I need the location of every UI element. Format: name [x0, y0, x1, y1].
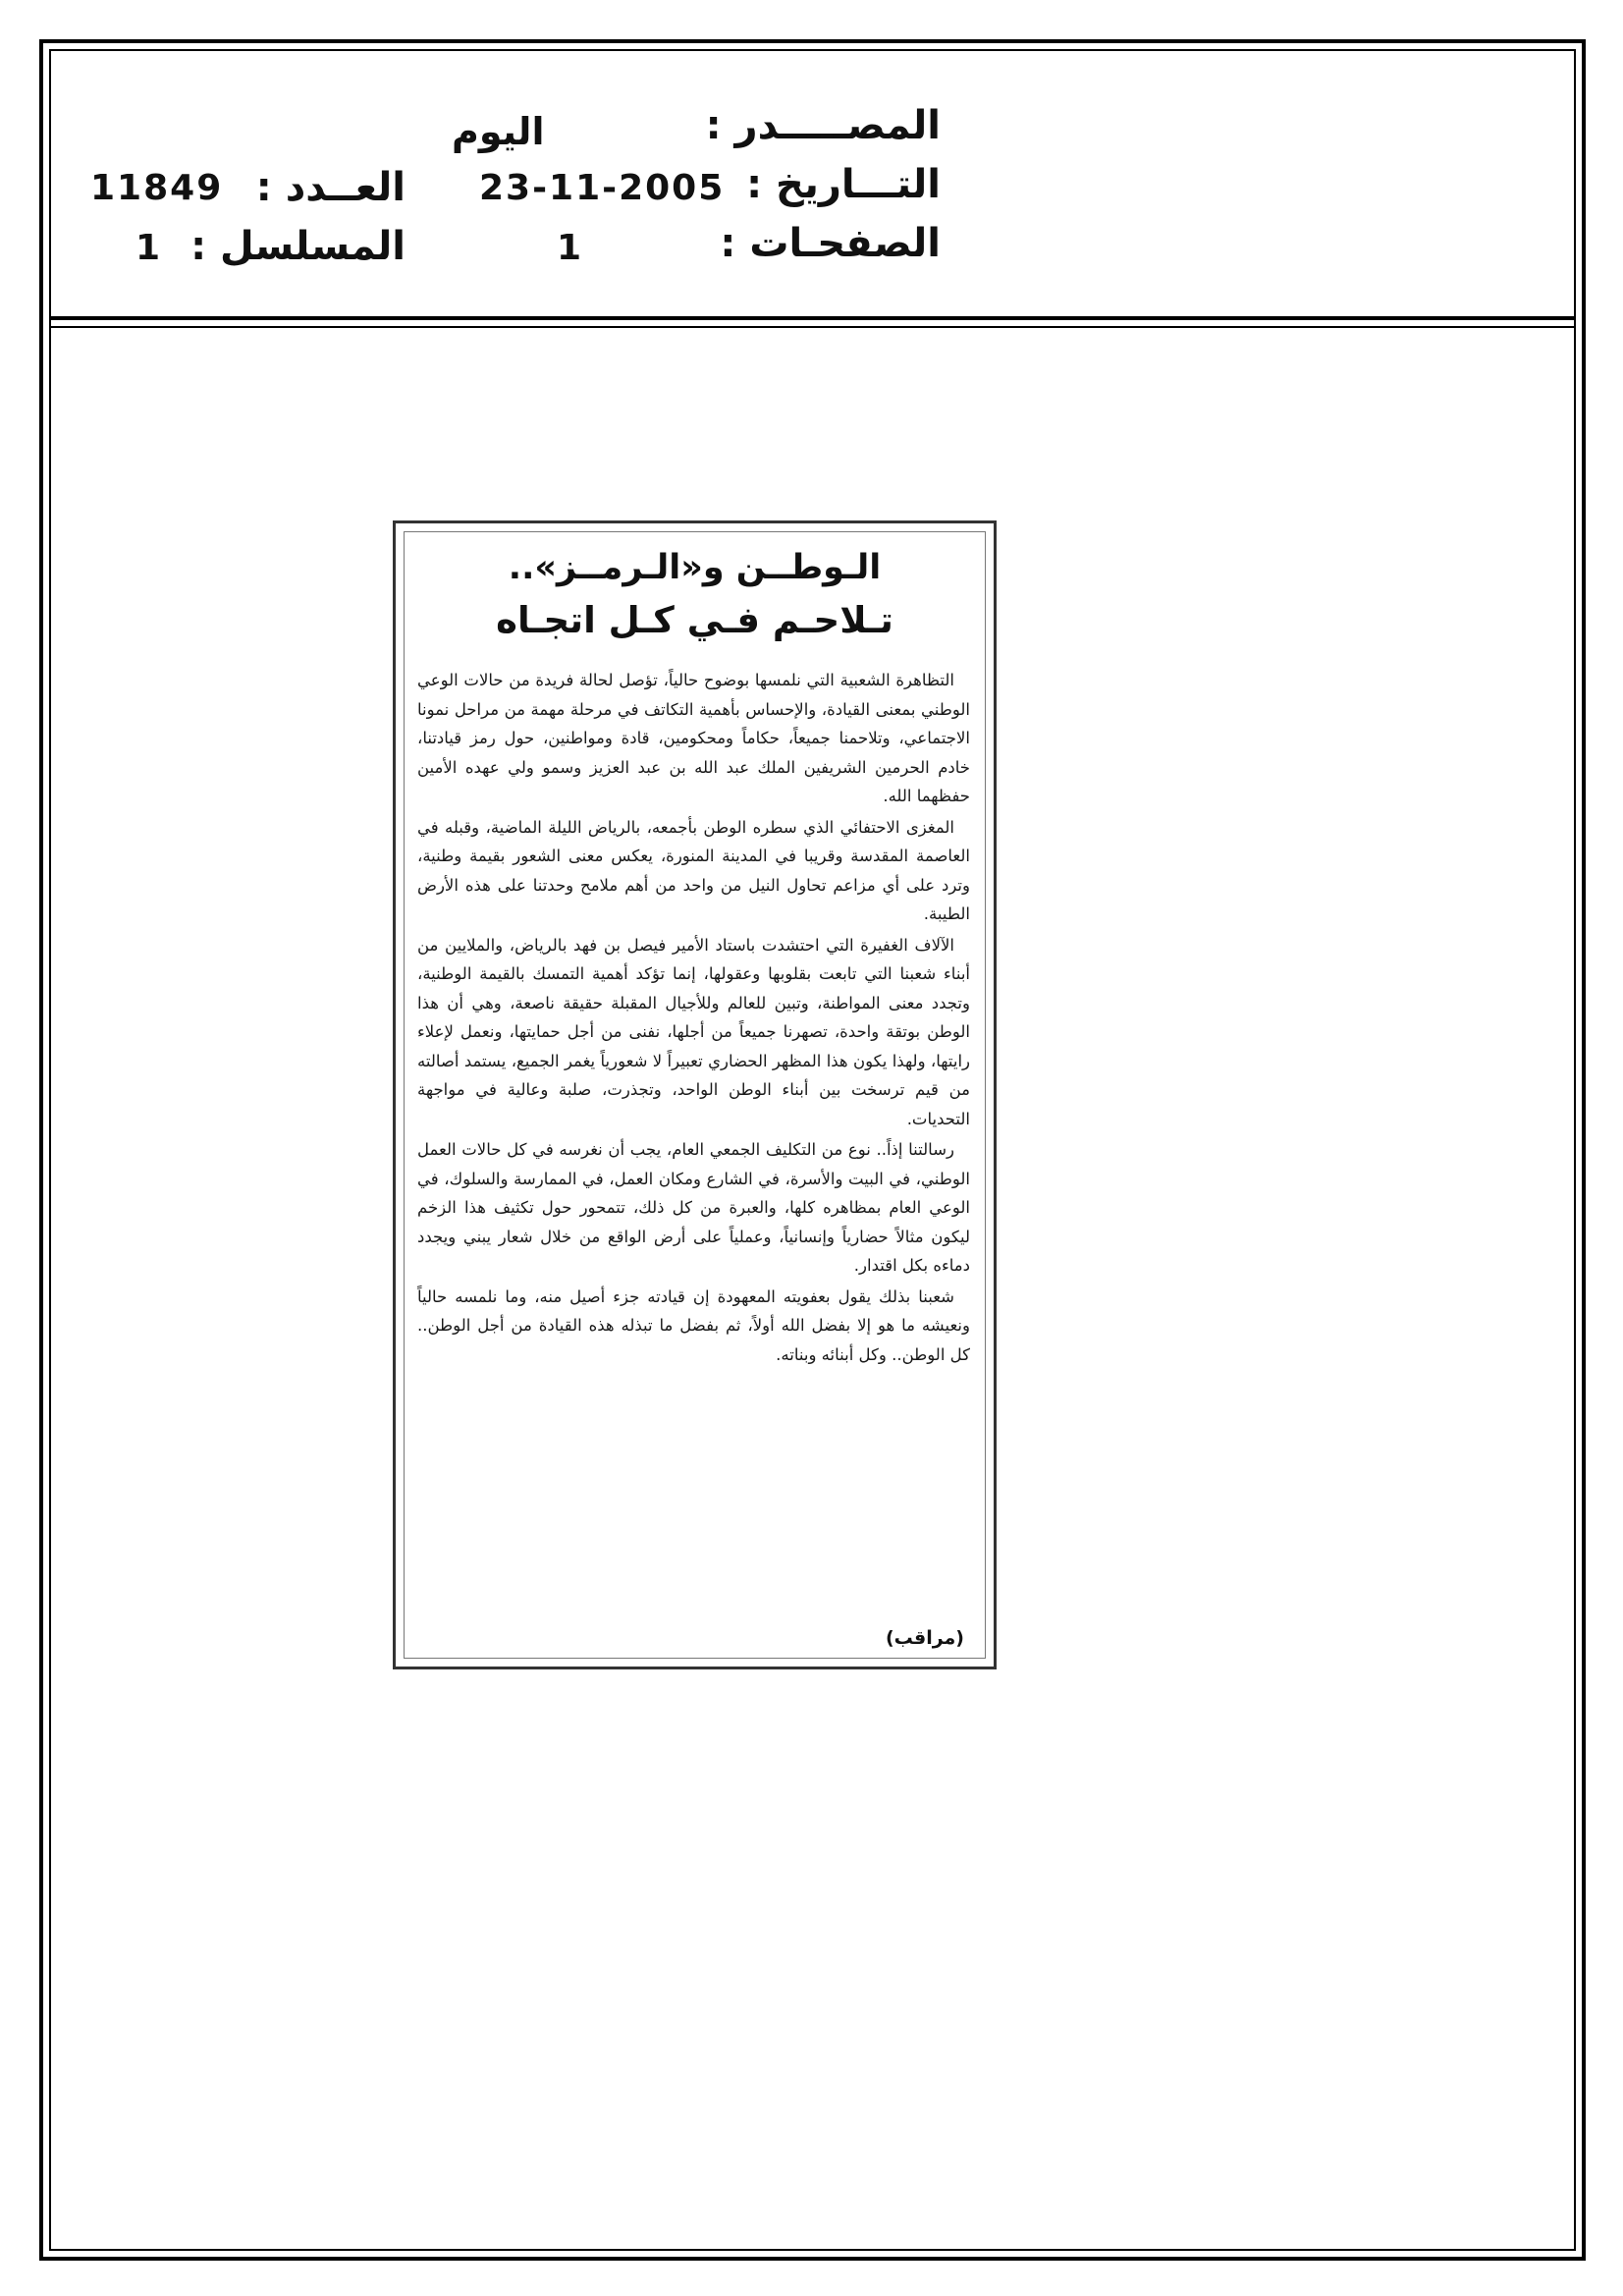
header-divider-thin [49, 326, 1576, 328]
article-paragraph: التظاهرة الشعبية التي نلمسها بوضوح حالياً، تؤصل لحالة فريدة من حالات الوعي الوطني بمعنى القيادة، والإحساس بأهمية التكاتف في مرحلة مهمة من مراحل نمونا الاجتماعي، وتلاحمنا جميعاً، حكاماً ومحكومين، قادة ومواطنين، حول رمز قيادتنا، خادم الحرمين الشريفين الملك عبد الله بن عبد العزيز وسمو ولي عهده الأمين حفظهما الله. [417, 671, 970, 805]
article-body [417, 666, 970, 1371]
article-title-line1: الـوطــن و«الـرمــز».. [508, 548, 882, 587]
serial-value: 1 [135, 228, 163, 268]
pages-label: الصفحـات : [720, 221, 941, 266]
source-label: المصـــــدر : [705, 103, 941, 148]
article-paragraph: شعبنا بذلك يقول بعفويته المعهودة إن قيادته جزء أصيل منه، وما نلمسه حالياً ونعيشه ما هو إلا بفضل الله أولاً، ثم بفضل ما تبذله هذه القيادة من أجل الوطن.. كل الوطن.. وكل أبنائه وبناته. [417, 1286, 970, 1364]
header-divider [49, 316, 1576, 320]
pages-value: 1 [557, 228, 584, 268]
article-signature: (مراقب) [885, 1627, 964, 1649]
date-label: التـــاريخ : [746, 162, 941, 207]
issue-label: العــدد : [255, 165, 406, 210]
serial-label: المسلسل : [190, 224, 406, 269]
article-paragraph: المغزى الاحتفائي الذي سطره الوطن بأجمعه، بالرياض الليلة الماضية، وقبله في العاصمة المقدسة وقريبا في المدينة المنورة، يعكس معنى الشعور بقيمة وطنية، وترد على أي مزاعم تحاول النيل من واحد من أهم ملامح وحدتنا على هذه الأرض الطيبة. [417, 817, 970, 923]
source-value: اليوم [452, 110, 545, 153]
article-title-line2: تـلاحـم فـي كـل اتجـاه [496, 599, 893, 641]
issue-value: 11849 [90, 168, 224, 208]
newspaper-clipping [393, 520, 997, 1669]
date-value: 23-11-2005 [479, 168, 726, 208]
article-paragraph: رسالتنا إذاً.. نوع من التكليف الجمعي العام، يجب أن نغرسه في كل حالات العمل الوطني، في البيت والأسرة، في الشارع ومكان العمل، في الممارسة والسلوك، في الوعي العام بمظاهره كلها، والعبرة من كل ذلك، تتمحور حول تكثيف هذا الزخم ليكون مثالاً حضارياً وإنسانياً، وعملياً على أرض الواقع من خلال شعار يبني ويجدد دماءه بكل اقتدار. [417, 1140, 970, 1275]
article-paragraph: الآلاف الغفيرة التي احتشدت باستاد الأمير فيصل بن فهد بالرياض، والملايين من أبناء شعبنا التي تابعت بقلوبها وعقولها، إنما تؤكد أهمية التمسك بالقيمة الوطنية، وتجدد معنى المواطنة، وتبين للعالم وللأجيال المقبلة حقيقة ناصعة، وهي أن هذا الوطن بوتقة واحدة، تصهرنا جميعاً من أجلها، نفنى من أجل حمايتها، ونعمل لإعلاء رايتها، ولهذا يكون هذا المظهر الحضاري تعبيراً لا شعورياً يغمر الجميع، يستمد أصالته من قيم ترسخت بين أبناء الوطن الواحد، وتجذرت، صلبة وعالية في مواجهة التحديات. [417, 935, 970, 1128]
